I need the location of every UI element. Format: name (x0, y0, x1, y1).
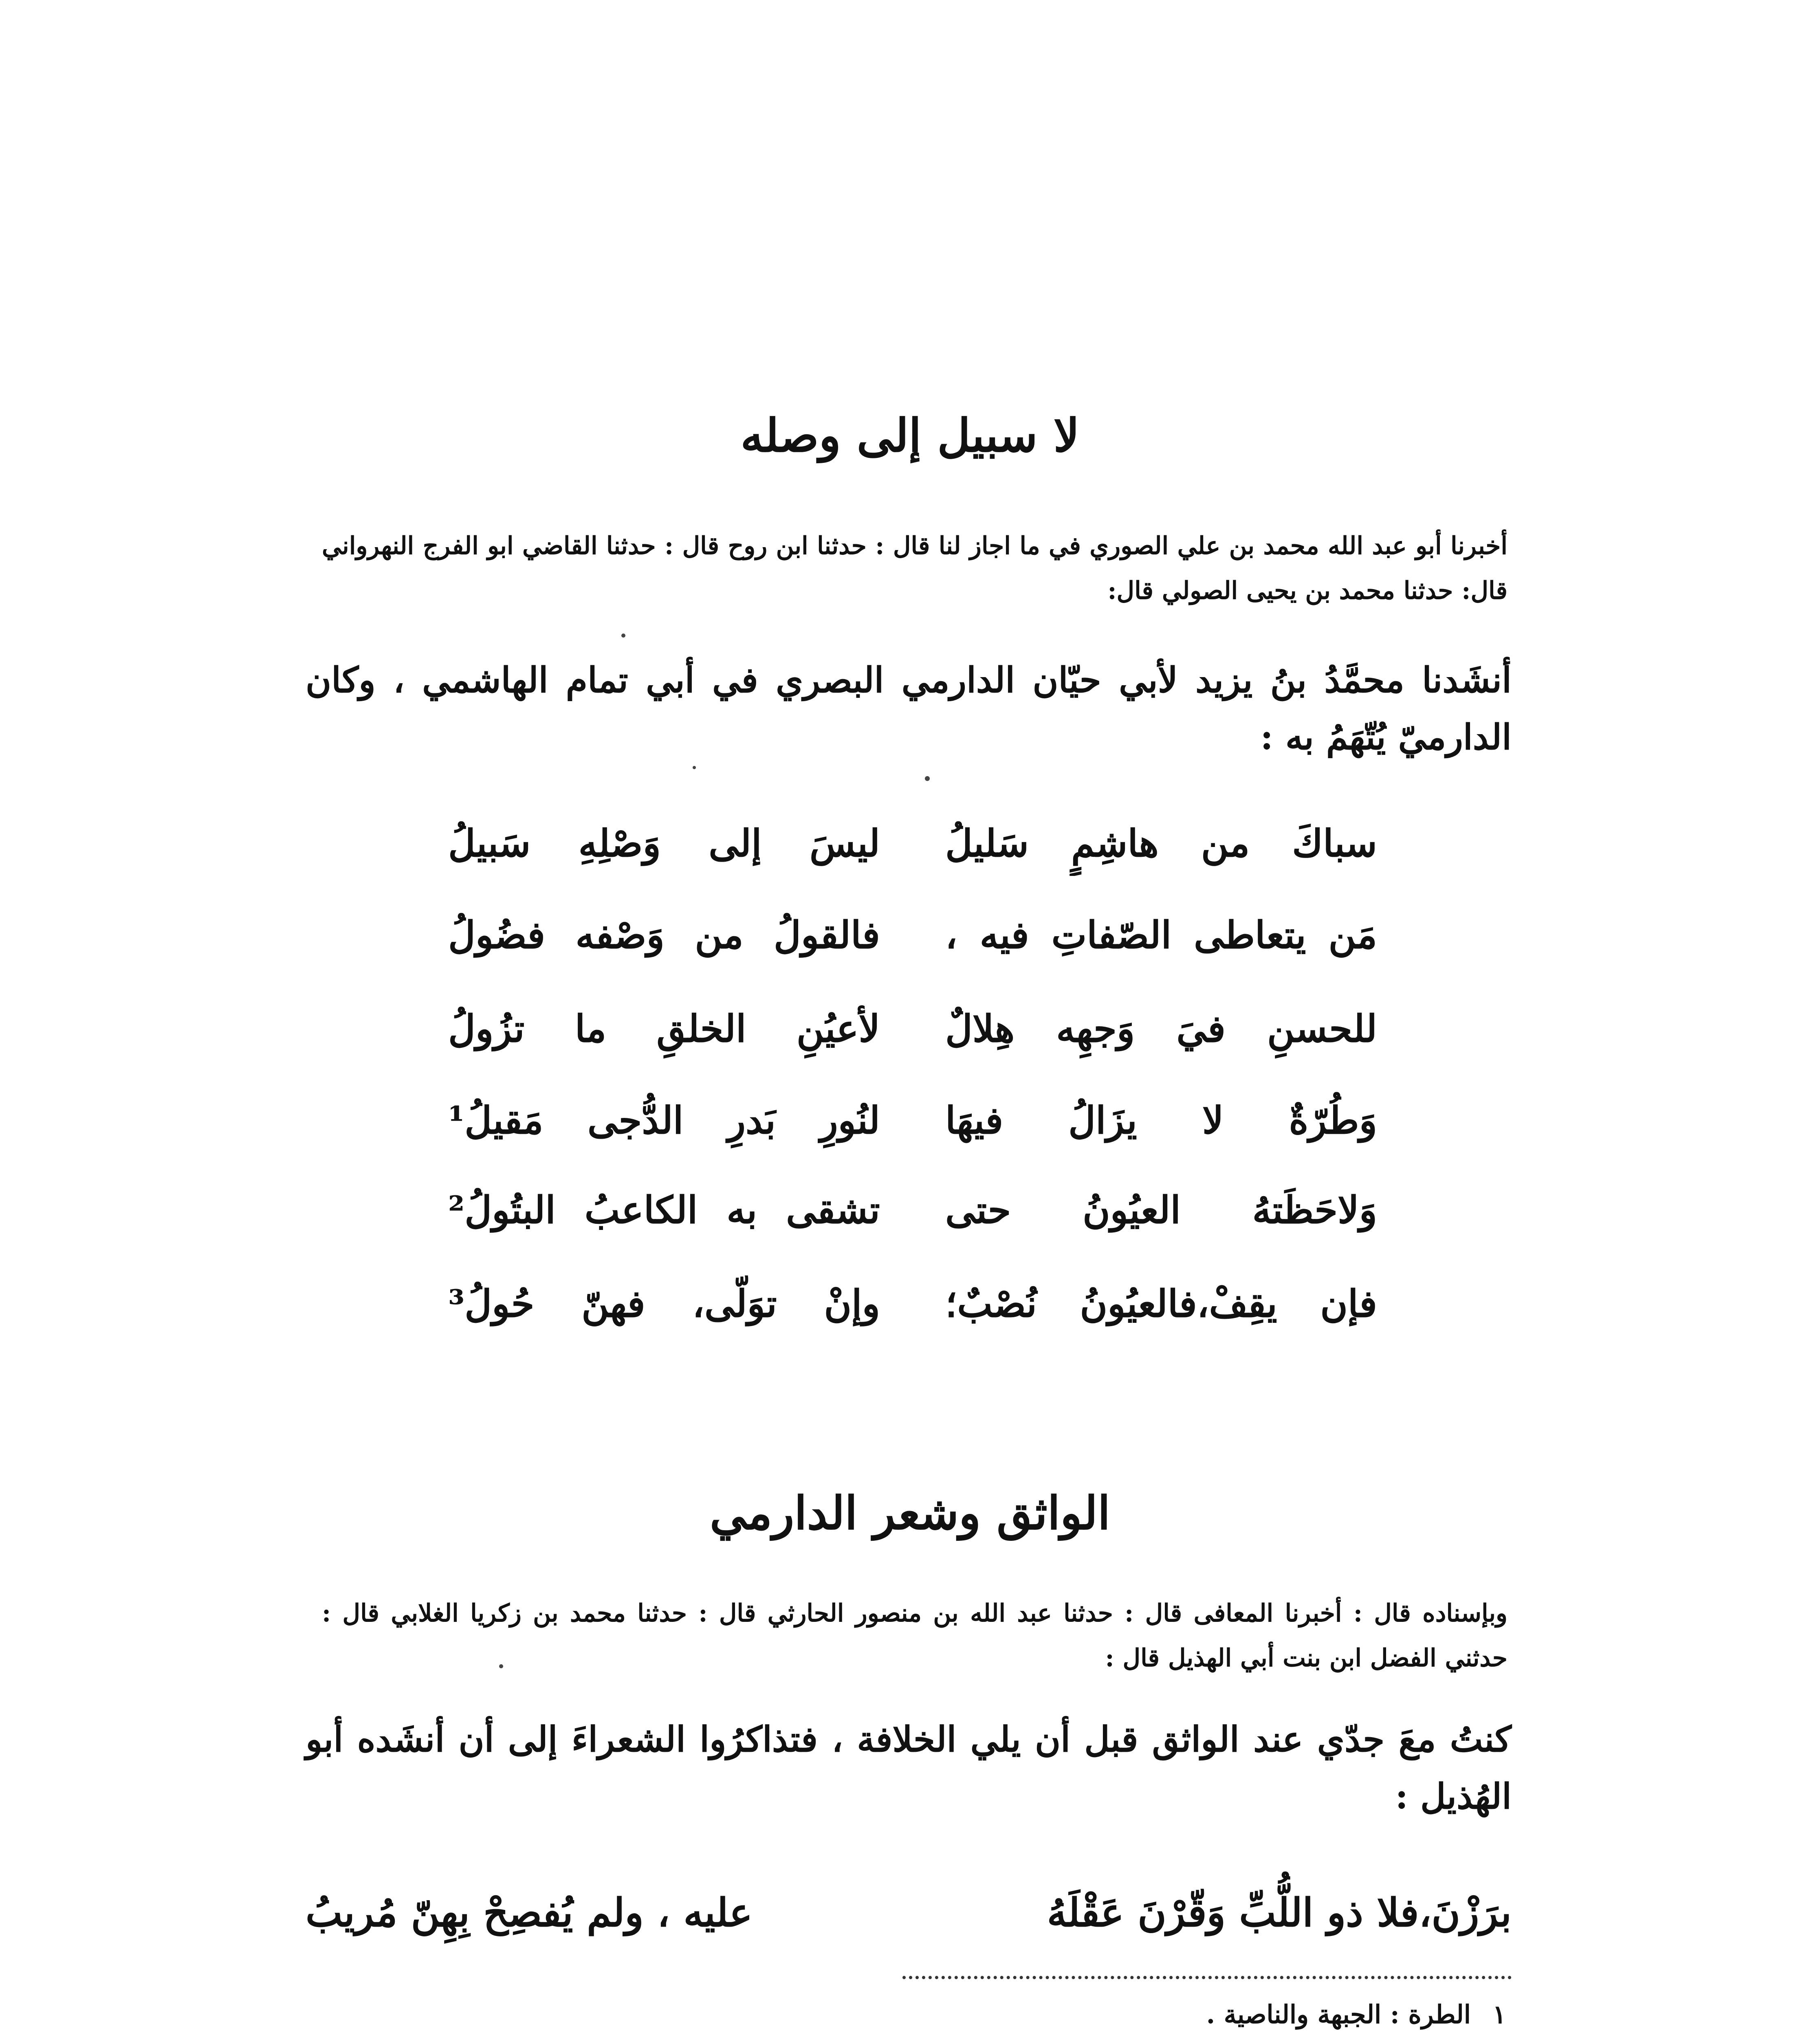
scan-speck (499, 1664, 503, 1668)
verse-first-hemistich: برَزْنَ،فلا ذو اللُّبِّ وَقّرْنَ عَقْلَهُ (1047, 1890, 1512, 1936)
footnote-text: الطرة : الجبهة والناصية . (1206, 2000, 1471, 2029)
verse-first-hemistich: سباكَ من هاشِمٍ سَليلُ (945, 821, 1377, 865)
verse-second-hemistich: عليه ، ولم يُفصِحْ بِهِنّ مُريبُ (306, 1890, 753, 1936)
section-title-1: لا سبيل إلى وصله (740, 409, 1080, 462)
scan-speck (925, 776, 930, 781)
verse-line (448, 1271, 1377, 1336)
verse-first-hemistich: وَلاحَظَتهُ العيُونُ حتى (945, 1188, 1377, 1232)
scan-speck (621, 634, 625, 638)
narration-1: أنشَدنا محمَّدُ بنُ يزيد لأبي حيّان الدارمي البصري في أبي تمام الهاشمي ، وكان الدارميّ يُتّهَمُ به : (306, 660, 1512, 758)
verse-second-hemistich: لنُورِ بَدرِ الدُّجى مَقيلُ¹ (448, 1098, 880, 1142)
verse-second-hemistich: تشقى به الكاعبُ البتُولُ² (448, 1188, 880, 1232)
verse-line (306, 1878, 1512, 1947)
scan-speck (693, 766, 696, 769)
footnotes (835, 1992, 1512, 2037)
verse-second-hemistich: لأعيُنِ الخلقِ ما تزُولُ (448, 1007, 880, 1051)
verse-first-hemistich: فإن يقِفْ،فالعيُونُ نُصْبٌ؛ (945, 1282, 1377, 1326)
verse-second-hemistich: فالقولُ من وَصْفه فضُولُ (448, 913, 880, 957)
narration-2: كنتُ معَ جدّي عند الواثق قبل أن يلي الخلافة ، فتذاكرُوا الشعراءَ إلى أن أنشَده أبو الهُذيل : (306, 1719, 1512, 1817)
footnote-divider (902, 1976, 1512, 1979)
verse-first-hemistich: مَن يتعاطى الصّفاتِ فيه ، (945, 913, 1377, 957)
verse-second-hemistich: ليسَ إلى وَصْلِهِ سَبيلُ (448, 821, 880, 865)
verse-line (448, 811, 1377, 876)
footnote-item (835, 1992, 1512, 2037)
isnad-2: وبإسناده قال : أخبرنا المعافى قال : حدثنا عبد الله بن منصور الحارثي قال : حدثنا محمد بن زكريا الغلابي قال : حدثني الفضل ابن بنت أبي الهذيل قال : (322, 1599, 1508, 1672)
verse-line (448, 996, 1377, 1061)
section-title-2: الواثق وشعر الدارمي (709, 1487, 1111, 1540)
verse-line (448, 902, 1377, 968)
verse-first-hemistich: للحسنِ فيَ وَجهِه هِلالٌ (945, 1007, 1377, 1051)
verse-second-hemistich: وإنْ توَلّى، فهنّ حُولُ³ (448, 1282, 880, 1326)
verse-line (448, 1177, 1377, 1243)
isnad-1: أخبرنا أبو عبد الله محمد بن علي الصوري في ما اجاز لنا قال : حدثنا ابن روح قال : حدثنا القاضي ابو الفرج النهرواني قال: حدثنا محمد بن يحيى الصولي قال: (322, 532, 1507, 605)
verse-line (448, 1088, 1377, 1153)
footnote-number: ١ (1492, 2000, 1506, 2029)
verse-first-hemistich: وَطُرّةٌ لا يزَالُ فيهَا (945, 1098, 1377, 1142)
